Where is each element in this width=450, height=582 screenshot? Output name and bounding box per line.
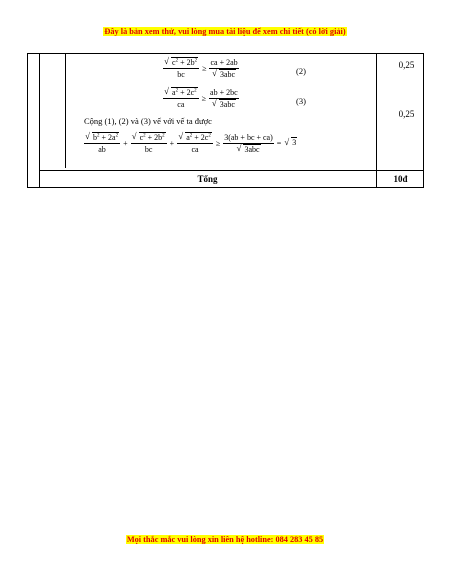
equation-label: (3) xyxy=(296,96,306,106)
preview-banner-text: Đây là bản xem thử, vui lòng mua tài liệu để xem chi tiết (có lời giải) xyxy=(104,27,346,36)
fraction-term-2: √ $\frac{c^2 + 2b^2}{bc}$ xyxy=(131,132,167,155)
sqrt-result: √ 3 xyxy=(284,138,297,147)
table-column-divider xyxy=(376,54,377,187)
fraction-rhs: ca + 2ab √ 3abc xyxy=(209,57,238,80)
hotline-banner-text: Mọi thắc mắc vui lòng xin liên hệ hotline: 084 283 45 85 xyxy=(126,535,324,544)
total-label: Tổng xyxy=(197,174,218,184)
fraction-term-1: √ $\frac{b^2 + 2a^2}{ab}$ xyxy=(84,132,120,155)
equation-3: √ $\frac{a^2 + 2c^2}{ca}$ ≥ ab + 2bc √ 3abc xyxy=(163,87,239,110)
total-score: 10đ xyxy=(393,174,408,184)
preview-banner xyxy=(0,27,450,36)
fraction-rhs: 3(ab + bc + ca) √ 3abc xyxy=(223,132,274,155)
table-column-divider xyxy=(65,54,66,168)
score-cell: 0,25 xyxy=(398,109,415,119)
sum-statement: Cộng (1), (2) và (3) vế với vế ta được xyxy=(84,116,212,126)
table-column-divider xyxy=(39,54,40,187)
equation-label: (2) xyxy=(296,66,306,76)
fraction-term-3: √ $\frac{a^2 + 2c^2}{ca}$ xyxy=(177,132,213,155)
grading-table xyxy=(27,53,424,188)
hotline-banner xyxy=(0,535,450,544)
fraction-lhs: √ $\frac{a^2 + 2c^2}{ca}$ xyxy=(163,87,199,110)
fraction-lhs: √ $\frac{c^2 + 2b^2}{bc}$ xyxy=(163,57,199,80)
equation-2: √ $\frac{c^2 + 2b^2}{bc}$ ≥ ca + 2ab √ 3abc xyxy=(163,57,239,80)
total-row xyxy=(39,170,423,189)
score-cell: 0,25 xyxy=(398,60,415,70)
fraction-rhs: ab + 2bc √ 3abc xyxy=(209,87,239,110)
final-inequality: √ $\frac{b^2 + 2a^2}{ab}$ + √ $\frac{c^2 + 2b^2}{bc}$ + √ $\frac{a^2 + 2c^2}{ca}$ ≥ 3(ab + bc + ca) √ 3abc = √ 3 xyxy=(84,132,297,155)
